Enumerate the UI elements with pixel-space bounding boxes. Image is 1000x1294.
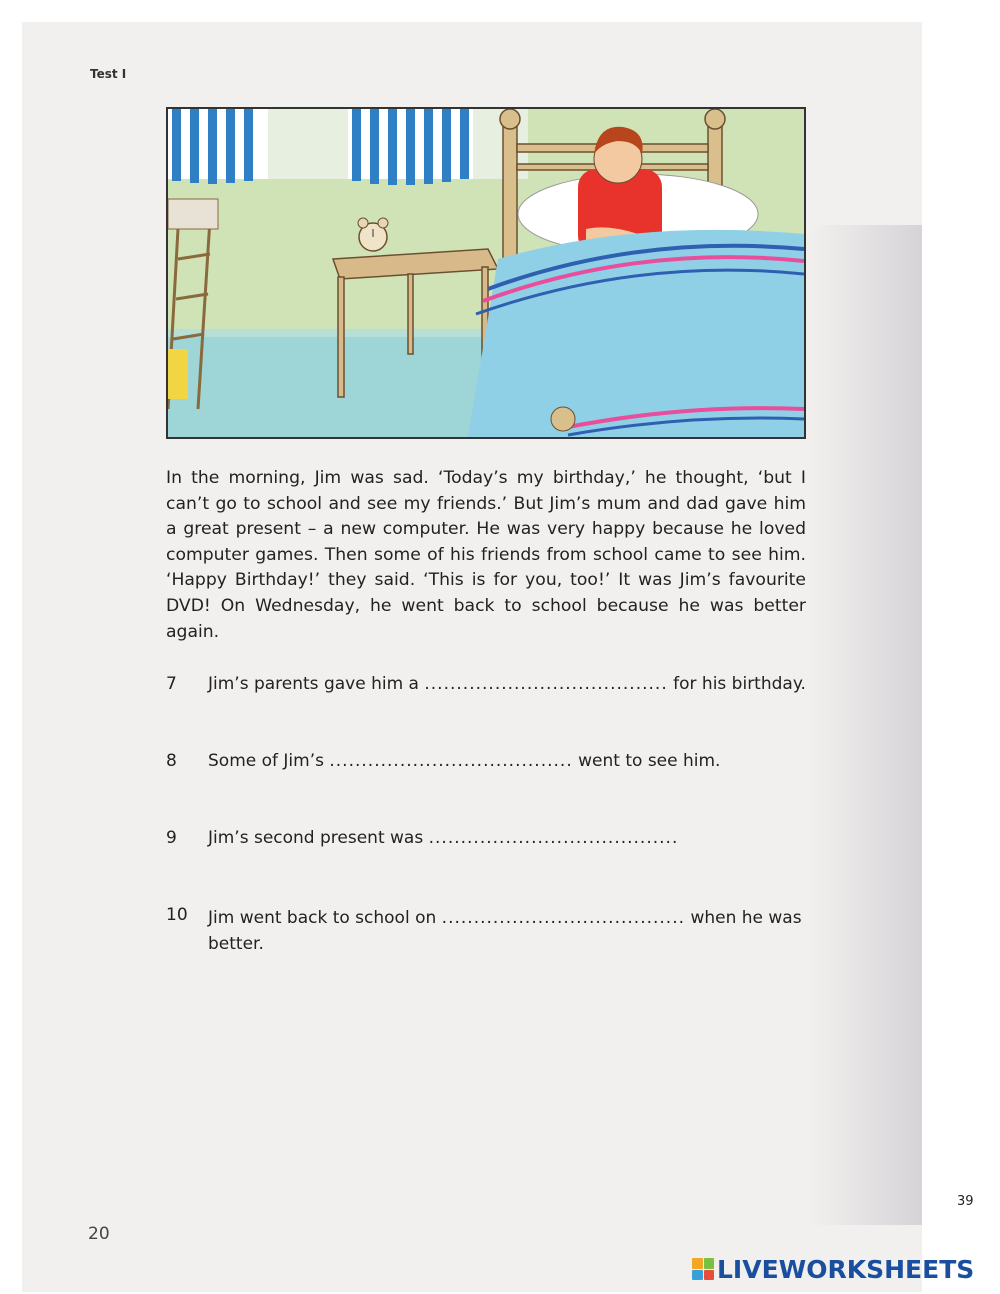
- question-text-end: for his birthday.: [673, 674, 806, 694]
- bedroom-scene: [168, 109, 804, 437]
- liveworksheets-wordmark: LIVEWORKSHEETS: [717, 1254, 975, 1284]
- page-number: 20: [88, 1224, 110, 1244]
- test-label: Test I: [90, 67, 127, 81]
- question-text-end: when he was better.: [208, 908, 802, 954]
- answer-blank-9[interactable]: ......................................: [428, 828, 672, 848]
- question-text: Some of Jim’s: [208, 751, 324, 771]
- question-number: 10: [166, 905, 188, 925]
- question-text-end: .: [671, 828, 678, 848]
- question-text: Jim’s parents gave him a: [208, 674, 419, 694]
- question-number: 9: [166, 828, 177, 848]
- page-shadow: [810, 225, 922, 1225]
- illustration-sick-boy-in-bed: [166, 107, 806, 439]
- question-number: 8: [166, 751, 177, 771]
- bed-blanket: [468, 230, 804, 437]
- answer-blank-8[interactable]: ......................................: [329, 751, 573, 771]
- liveworksheets-logo: [692, 1254, 974, 1284]
- answer-blank-7[interactable]: ......................................: [424, 674, 668, 694]
- worksheet-number: 39: [957, 1194, 974, 1209]
- curtain-left: [168, 109, 268, 184]
- question-text: Jim’s second present was: [208, 828, 424, 848]
- question-text-end: went to see him.: [578, 751, 721, 771]
- answer-blank-10[interactable]: ......................................: [441, 908, 686, 928]
- alarm-clock-icon: [358, 218, 388, 251]
- story-paragraph: In the morning, Jim was sad. ‘Today’s my birthday,’ he thought, ‘but I can’t go to school and see my friends.’ But Jim’s mum and dad gave him a great present – a new computer. He was very happy because he loved computer games. Then some of his friends from school came to see him. ‘Happy Birthday!’ they said. ‘This is for you, too!’ It was Jim’s favourite DVD! On Wednesday, he went back to school because he was better again.: [166, 468, 806, 642]
- question-number: 7: [166, 674, 177, 694]
- question-text: Jim went back to school on: [208, 908, 437, 928]
- curtain-right: [348, 109, 473, 185]
- liveworksheets-logo-icon: [692, 1258, 714, 1280]
